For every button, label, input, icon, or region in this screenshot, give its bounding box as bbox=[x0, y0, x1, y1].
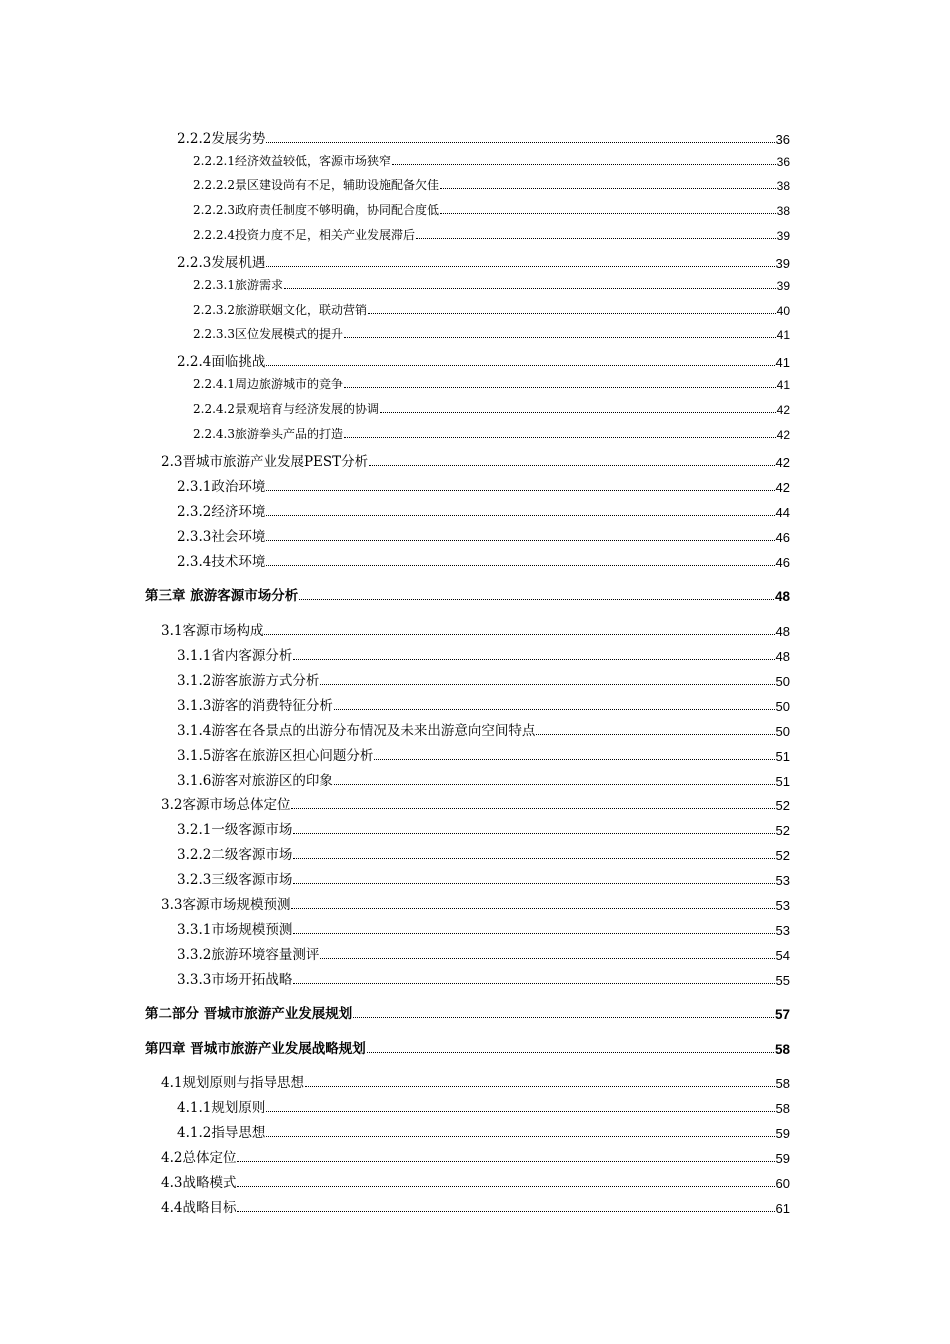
toc-entry[interactable] bbox=[177, 475, 790, 495]
toc-entry-title: 2.3.3社会环境 bbox=[177, 529, 266, 545]
toc-dot-leader bbox=[374, 758, 774, 760]
toc-dot-leader bbox=[237, 1185, 774, 1187]
toc-entry[interactable] bbox=[161, 1071, 790, 1091]
toc-dot-leader bbox=[344, 386, 776, 388]
toc-entry[interactable] bbox=[161, 793, 790, 813]
toc-entry[interactable] bbox=[193, 375, 790, 392]
toc-entry[interactable] bbox=[177, 818, 790, 838]
toc-entry-title: 2.2.3发展机遇 bbox=[177, 255, 266, 271]
toc-entry-title: 4.2总体定位 bbox=[161, 1150, 237, 1166]
toc-entry-title: 3.2.1一级客源市场 bbox=[177, 822, 293, 838]
toc-dot-leader bbox=[266, 265, 774, 267]
toc-dot-leader bbox=[266, 1110, 774, 1112]
toc-page-number: 61 bbox=[775, 1201, 790, 1216]
toc-dot-leader bbox=[416, 237, 776, 239]
toc-page-number: 51 bbox=[775, 749, 790, 764]
toc-page-number: 54 bbox=[775, 948, 790, 963]
toc-entry-title: 4.1.1规划原则 bbox=[177, 1100, 266, 1116]
toc-entry-title: 3.3.2旅游环境容量测评 bbox=[177, 947, 320, 963]
toc-entry-title: 3.1.6游客对旅游区的印象 bbox=[177, 773, 333, 789]
toc-entry-title: 2.2.2发展劣势 bbox=[177, 131, 266, 147]
toc-dot-leader bbox=[237, 1210, 774, 1212]
toc-entry-title: 第四章 晋城市旅游产业发展战略规划 bbox=[145, 1041, 366, 1057]
toc-entry[interactable] bbox=[193, 176, 790, 193]
toc-entry[interactable] bbox=[177, 918, 790, 938]
toc-entry-title: 3.3.3市场开拓战略 bbox=[177, 972, 293, 988]
toc-entry[interactable] bbox=[177, 868, 790, 888]
toc-entry[interactable] bbox=[177, 1096, 790, 1116]
toc-entry-title: 第三章 旅游客源市场分析 bbox=[145, 588, 299, 604]
toc-entry[interactable] bbox=[177, 769, 790, 789]
toc-entry[interactable] bbox=[193, 152, 790, 169]
toc-dot-leader bbox=[536, 733, 774, 735]
toc-page-number: 50 bbox=[775, 724, 790, 739]
toc-page-number: 39 bbox=[776, 229, 790, 243]
toc-entry[interactable] bbox=[161, 1171, 790, 1191]
toc-page-number: 38 bbox=[776, 204, 790, 218]
toc-page-number: 50 bbox=[775, 674, 790, 689]
toc-page-number: 48 bbox=[775, 649, 790, 664]
toc-entry-title: 2.3晋城市旅游产业发展PEST分析 bbox=[161, 454, 369, 470]
toc-dot-leader bbox=[299, 598, 774, 600]
toc-page-number: 58 bbox=[774, 1042, 790, 1057]
toc-entry[interactable] bbox=[177, 500, 790, 520]
toc-entry[interactable] bbox=[145, 584, 790, 604]
toc-entry[interactable] bbox=[161, 450, 790, 470]
toc-page-number: 40 bbox=[776, 304, 790, 318]
toc-entry-title: 3.3客源市场规模预测 bbox=[161, 897, 291, 913]
toc-dot-leader bbox=[368, 312, 776, 314]
toc-entry[interactable] bbox=[177, 644, 790, 664]
toc-entry-title: 2.2.4.3旅游拳头产品的打造 bbox=[193, 427, 343, 441]
toc-dot-leader bbox=[353, 1016, 774, 1018]
toc-entry[interactable] bbox=[193, 425, 790, 442]
toc-entry-title: 2.2.4面临挑战 bbox=[177, 354, 266, 370]
toc-page-number: 41 bbox=[776, 328, 790, 342]
toc-dot-leader bbox=[266, 364, 774, 366]
toc-dot-leader bbox=[440, 212, 776, 214]
toc-dot-leader bbox=[344, 436, 776, 438]
toc-dot-leader bbox=[392, 163, 776, 165]
toc-page-number: 36 bbox=[775, 132, 790, 147]
toc-dot-leader bbox=[293, 932, 774, 934]
toc-entry[interactable] bbox=[177, 968, 790, 988]
toc-entry-title: 2.2.2.2景区建设尚有不足，辅助设施配备欠佳 bbox=[193, 178, 439, 192]
toc-entry-title: 4.1规划原则与指导思想 bbox=[161, 1075, 304, 1091]
toc-entry-title: 3.3.1市场规模预测 bbox=[177, 922, 293, 938]
toc-entry-title: 4.3战略模式 bbox=[161, 1175, 237, 1191]
toc-dot-leader bbox=[380, 411, 776, 413]
toc-dot-leader bbox=[344, 336, 776, 338]
toc-entry-title: 3.1.2游客旅游方式分析 bbox=[177, 673, 320, 689]
toc-entry-title: 3.2客源市场总体定位 bbox=[161, 797, 291, 813]
toc-entry[interactable] bbox=[145, 1002, 790, 1022]
toc-dot-leader bbox=[284, 287, 776, 289]
toc-page-number: 46 bbox=[775, 555, 790, 570]
toc-page-number: 48 bbox=[775, 624, 790, 639]
toc-entry-title: 2.3.2经济环境 bbox=[177, 504, 266, 520]
toc-dot-leader bbox=[293, 857, 774, 859]
toc-entry-title: 3.1客源市场构成 bbox=[161, 623, 264, 639]
toc-dot-leader bbox=[367, 1051, 774, 1053]
toc-entry[interactable] bbox=[193, 400, 790, 417]
toc-page-number: 58 bbox=[775, 1101, 790, 1116]
toc-page-number: 42 bbox=[775, 455, 790, 470]
toc-entry-title: 2.2.4.2景观培育与经济发展的协调 bbox=[193, 402, 379, 416]
toc-page-number: 42 bbox=[775, 480, 790, 495]
toc-entry[interactable] bbox=[193, 325, 790, 342]
toc-page-number: 52 bbox=[775, 798, 790, 813]
toc-entry-title: 2.2.3.2旅游联姻文化，联动营销 bbox=[193, 303, 367, 317]
toc-entry[interactable] bbox=[177, 694, 790, 714]
toc-entry[interactable] bbox=[177, 1121, 790, 1141]
toc-dot-leader bbox=[293, 982, 774, 984]
toc-page-number: 59 bbox=[775, 1126, 790, 1141]
toc-entry-title: 2.3.1政治环境 bbox=[177, 479, 266, 495]
toc-entry-title: 3.1.1省内客源分析 bbox=[177, 648, 293, 664]
toc-dot-leader bbox=[266, 489, 774, 491]
toc-dot-leader bbox=[334, 783, 775, 785]
toc-entry-title: 2.2.2.3政府责任制度不够明确，协同配合度低 bbox=[193, 203, 439, 217]
toc-entry[interactable] bbox=[177, 943, 790, 963]
toc-entry-title: 4.4战略目标 bbox=[161, 1200, 237, 1216]
toc-entry-title: 第二部分 晋城市旅游产业发展规划 bbox=[145, 1006, 353, 1022]
toc-entry[interactable] bbox=[145, 1037, 790, 1057]
toc-dot-leader bbox=[291, 907, 774, 909]
toc-dot-leader bbox=[266, 514, 774, 516]
toc-dot-leader bbox=[440, 187, 776, 189]
toc-page-number: 59 bbox=[775, 1151, 790, 1166]
toc-page-number: 52 bbox=[775, 848, 790, 863]
toc-dot-leader bbox=[334, 708, 775, 710]
toc-page-number: 39 bbox=[775, 256, 790, 271]
toc-page-number: 60 bbox=[775, 1176, 790, 1191]
toc-dot-leader bbox=[291, 807, 774, 809]
toc-page-number: 38 bbox=[776, 179, 790, 193]
toc-entry-title: 2.3.4技术环境 bbox=[177, 554, 266, 570]
toc-entry[interactable] bbox=[161, 1196, 790, 1216]
toc-entry[interactable] bbox=[161, 1146, 790, 1166]
toc-page-number: 41 bbox=[775, 355, 790, 370]
toc-page-number: 50 bbox=[775, 699, 790, 714]
toc-page-number: 42 bbox=[776, 428, 790, 442]
toc-entry-title: 3.2.2二级客源市场 bbox=[177, 847, 293, 863]
toc-dot-leader bbox=[369, 464, 774, 466]
toc-dot-leader bbox=[320, 683, 774, 685]
toc-page-number: 42 bbox=[776, 403, 790, 417]
toc-entry-title: 3.1.4游客在各景点的出游分布情况及未来出游意向空间特点 bbox=[177, 723, 536, 739]
toc-entry[interactable] bbox=[193, 226, 790, 243]
toc-dot-leader bbox=[264, 633, 774, 635]
toc-dot-leader bbox=[293, 658, 774, 660]
toc-dot-leader bbox=[266, 539, 774, 541]
toc-dot-leader bbox=[293, 882, 774, 884]
toc-entry[interactable] bbox=[193, 276, 790, 293]
toc-entry[interactable] bbox=[177, 251, 790, 271]
toc-dot-leader bbox=[266, 141, 774, 143]
toc-page-number: 44 bbox=[775, 505, 790, 520]
toc-entry-title: 2.2.2.4投资力度不足，相关产业发展滞后 bbox=[193, 228, 415, 242]
toc-entry[interactable] bbox=[177, 550, 790, 570]
toc-entry[interactable] bbox=[161, 619, 790, 639]
toc-entry[interactable] bbox=[177, 350, 790, 370]
toc-page-number: 53 bbox=[775, 873, 790, 888]
toc-entry[interactable] bbox=[193, 301, 790, 318]
toc-entry-title: 2.2.3.3区位发展模式的提升 bbox=[193, 327, 343, 341]
toc-entry-title: 2.2.4.1周边旅游城市的竞争 bbox=[193, 377, 343, 391]
toc-page-number: 46 bbox=[775, 530, 790, 545]
toc-entry[interactable] bbox=[193, 201, 790, 218]
toc-dot-leader bbox=[266, 564, 774, 566]
toc-entry-title: 2.2.3.1旅游需求 bbox=[193, 278, 283, 292]
toc-page-number: 53 bbox=[775, 923, 790, 938]
toc-page-number: 39 bbox=[776, 279, 790, 293]
toc-dot-leader bbox=[320, 957, 774, 959]
toc-entry[interactable] bbox=[177, 719, 790, 739]
toc-entry[interactable] bbox=[177, 744, 790, 764]
toc-entry[interactable] bbox=[177, 669, 790, 689]
toc-entry[interactable] bbox=[177, 843, 790, 863]
toc-page-number: 55 bbox=[775, 973, 790, 988]
toc-page-number: 53 bbox=[775, 898, 790, 913]
toc-entry-title: 4.1.2指导思想 bbox=[177, 1125, 266, 1141]
toc-entry-title: 3.2.3三级客源市场 bbox=[177, 872, 293, 888]
toc-entry-title: 3.1.3游客的消费特征分析 bbox=[177, 698, 333, 714]
toc-page-number: 36 bbox=[776, 155, 790, 169]
toc-page-number: 51 bbox=[775, 774, 790, 789]
toc-page-number: 58 bbox=[775, 1076, 790, 1091]
toc-dot-leader bbox=[266, 1135, 774, 1137]
toc-entry-title: 3.1.5游客在旅游区担心问题分析 bbox=[177, 748, 374, 764]
toc-dot-leader bbox=[237, 1160, 774, 1162]
toc-entry[interactable] bbox=[177, 127, 790, 147]
toc-entry[interactable] bbox=[177, 525, 790, 545]
toc-entry-title: 2.2.2.1经济效益较低，客源市场狭窄 bbox=[193, 154, 391, 168]
toc-dot-leader bbox=[305, 1085, 775, 1087]
toc-page-number: 52 bbox=[775, 823, 790, 838]
toc-entry[interactable] bbox=[161, 893, 790, 913]
toc-page-number: 57 bbox=[774, 1007, 790, 1022]
toc-page-number: 41 bbox=[776, 378, 790, 392]
toc-dot-leader bbox=[293, 832, 774, 834]
toc-page-number: 48 bbox=[774, 589, 790, 604]
